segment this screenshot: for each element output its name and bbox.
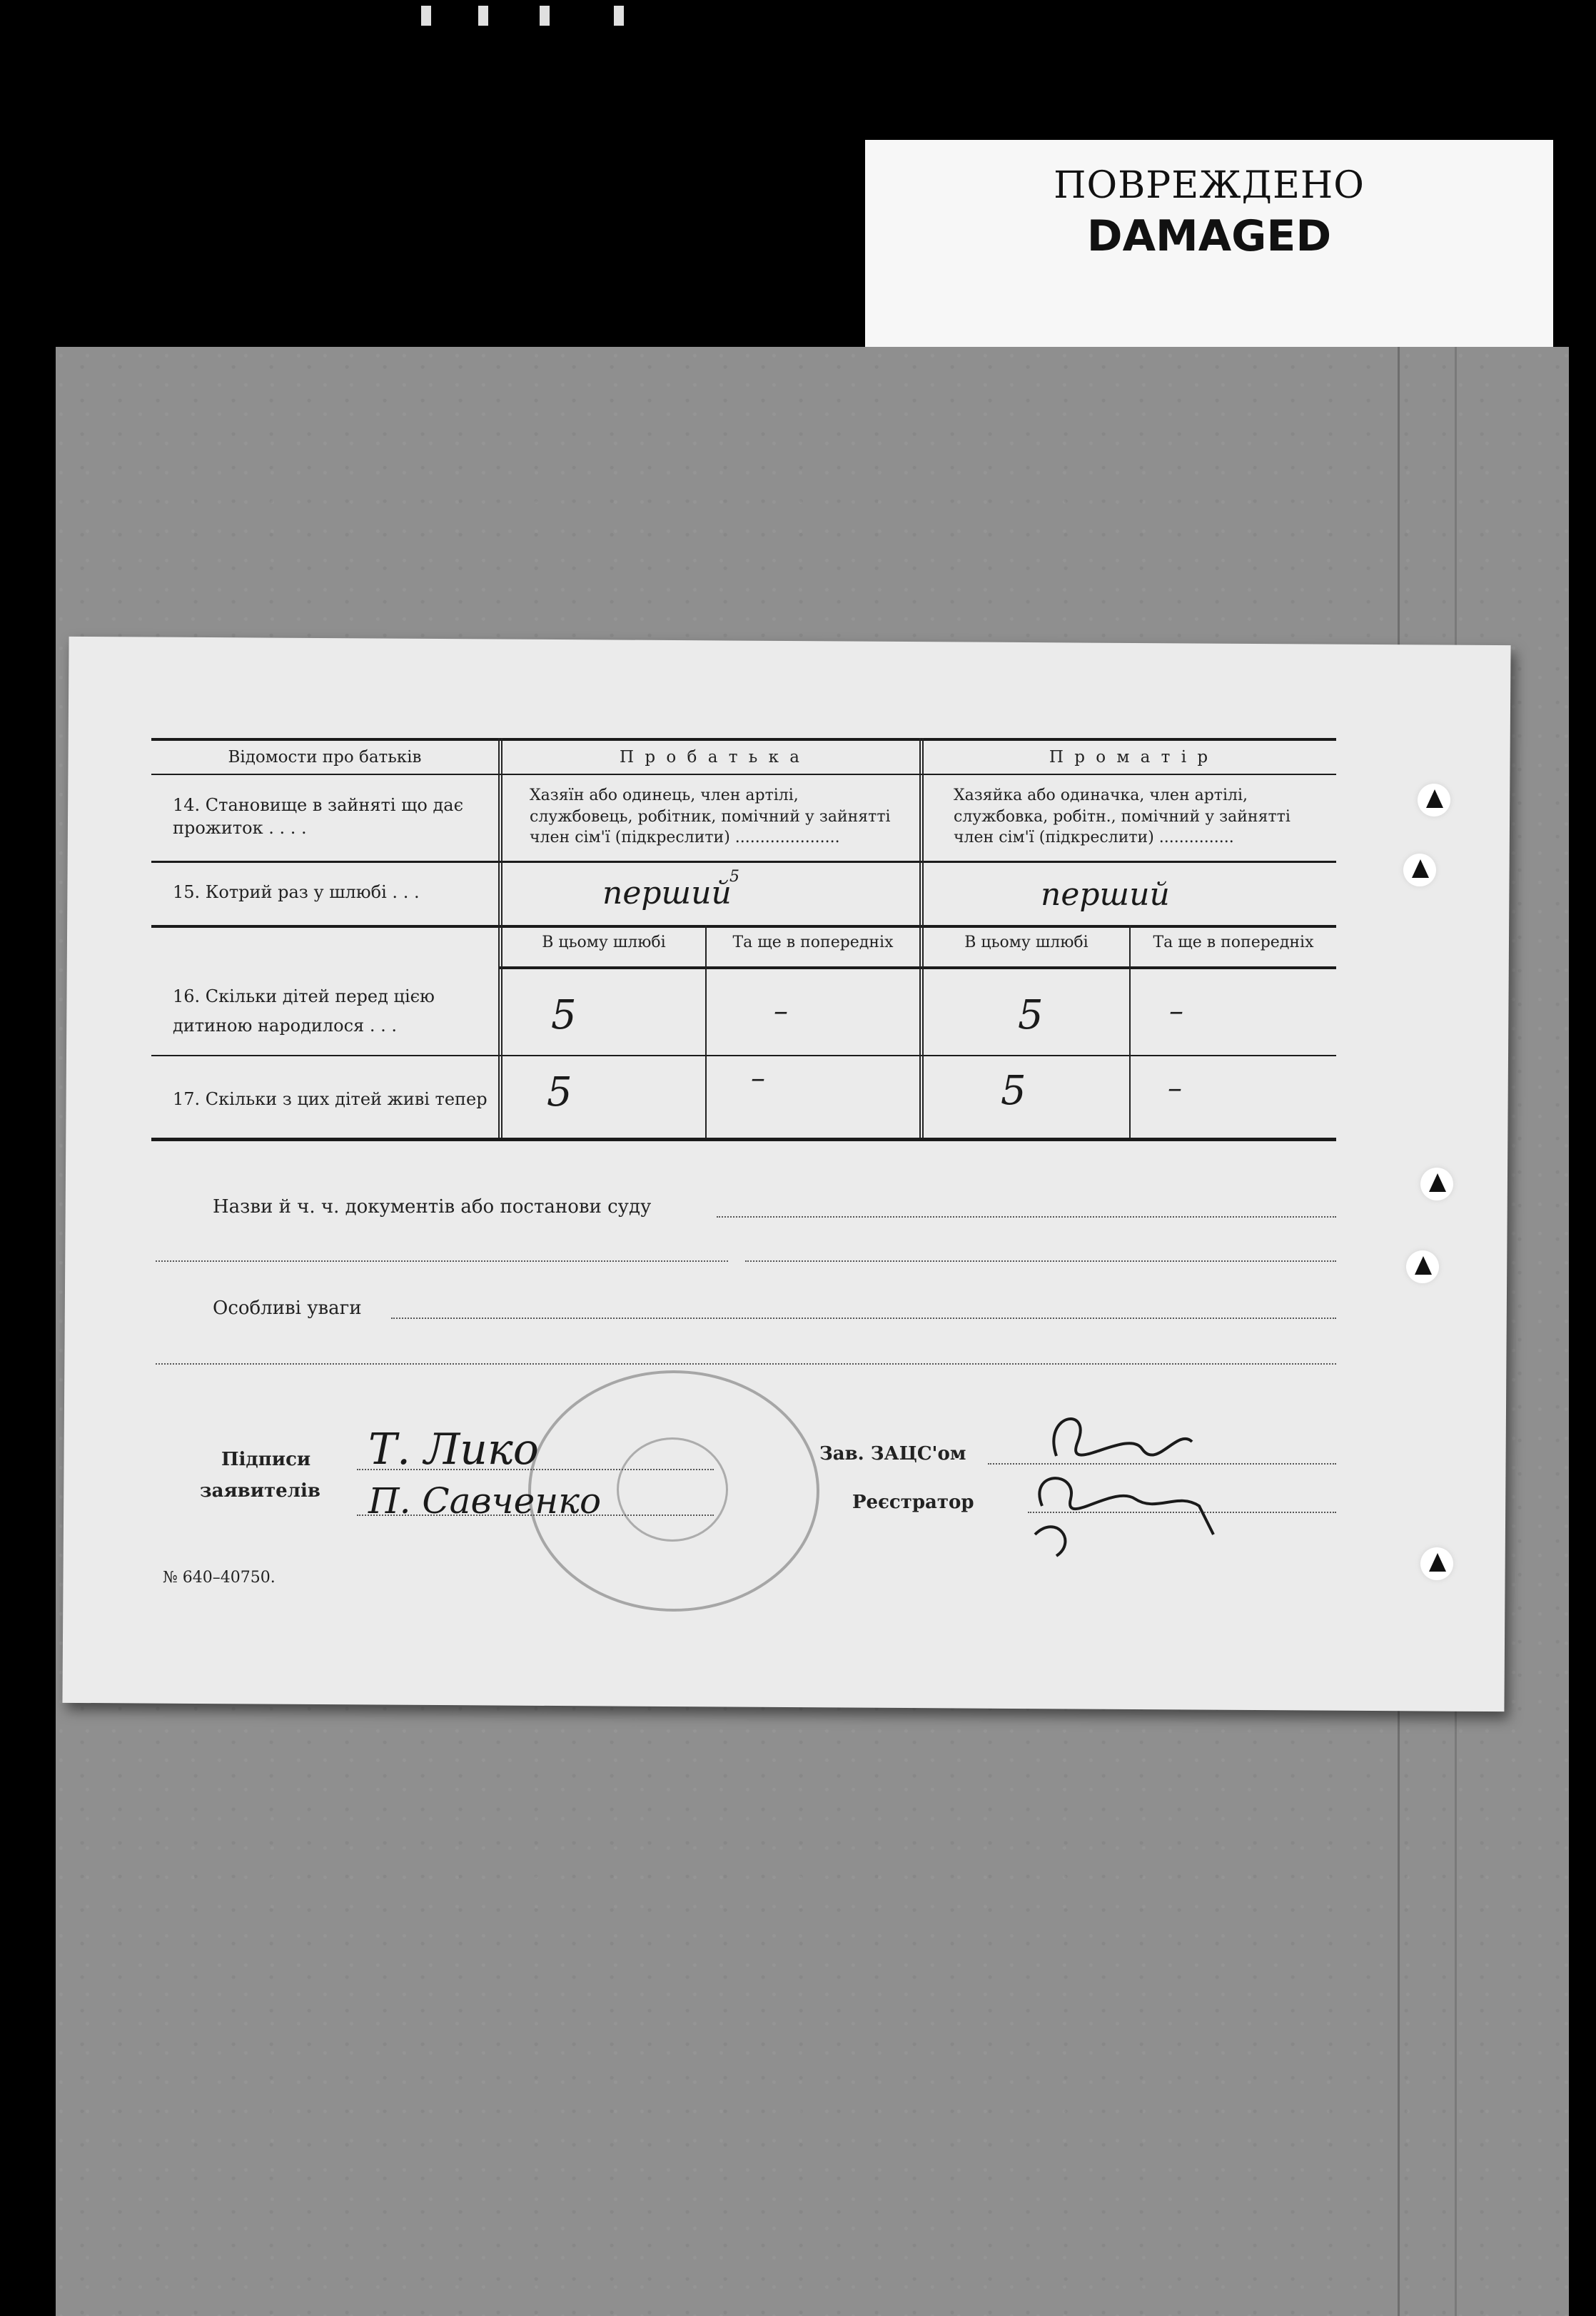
documents-line-label: Назви й ч. ч. документів або постанови суду: [213, 1196, 652, 1218]
punch-hole: [1403, 854, 1436, 886]
subheader-mother-this-marriage: В цьому шлюбі: [964, 934, 1089, 951]
punch-hole: [1406, 1250, 1439, 1283]
remarks-line-label: Особливі уваги: [213, 1298, 362, 1319]
row14-father-options: Хазяїн або одинець, член артілі, службовець, робітник, помічний у зайнятті член сім'ї (підкреслити) .....................: [530, 787, 891, 847]
dotted-line: [156, 1363, 1336, 1365]
applicant-signature-1: Т. Лико: [368, 1425, 539, 1475]
damage-label: [865, 140, 1553, 347]
dotted-line: [357, 1514, 714, 1516]
dotted-line: [357, 1469, 714, 1470]
row14-label: 14. Становище в зайняті що дає прожиток . . . .: [173, 795, 464, 839]
dotted-line: [717, 1216, 1336, 1218]
row17-father-previous: –: [751, 1062, 765, 1095]
row15-mother-handwritten: перший: [1041, 876, 1170, 913]
row17-mother-previous: –: [1168, 1072, 1182, 1105]
dotted-line: [745, 1260, 1336, 1262]
row17-mother-this: 5: [1001, 1068, 1026, 1114]
applicants-label-line-1: Підписи: [221, 1449, 311, 1470]
head-of-registry-label: Зав. ЗАЦС'ом: [819, 1443, 966, 1465]
header-about-mother: П р о м а т і р: [1049, 748, 1211, 767]
dotted-line: [391, 1318, 1336, 1319]
form-number: № 640–40750.: [163, 1569, 276, 1587]
applicant-signature-2: П. Савченко: [368, 1480, 602, 1522]
row16-label: 16. Скільки дітей перед цією дитиною народилося . . .: [173, 986, 435, 1036]
row16-mother-this: 5: [1018, 992, 1044, 1038]
row15-father-superscript: 5: [729, 868, 739, 886]
row16-father-this: 5: [551, 992, 577, 1038]
punch-hole: [1420, 1547, 1453, 1580]
punch-hole: [1420, 1168, 1453, 1200]
top-edge-marks: [400, 0, 657, 29]
registrar-label: Реєстратор: [852, 1492, 974, 1513]
header-about-father: П р о б а т ь к а: [619, 748, 802, 767]
row15-father-handwritten: перший: [602, 875, 732, 911]
punch-hole: [1418, 784, 1450, 816]
subheader-father-previous: Та ще в попередніх: [732, 934, 894, 951]
applicants-label-line-2: заявителів: [200, 1480, 320, 1502]
row16-mother-previous: –: [1169, 995, 1183, 1028]
row15-label: 15. Котрий раз у шлюбі . . .: [173, 882, 420, 902]
official-signatures: [1014, 1399, 1242, 1570]
row17-father-this: 5: [547, 1069, 572, 1116]
damage-label-english: DAMAGED: [1086, 211, 1332, 261]
damage-label-ukrainian: ПОВРЕЖДЕНО: [1054, 164, 1365, 207]
dotted-line: [156, 1260, 728, 1262]
row14-mother-options: Хазяйка або одиначка, член артілі, службовка, робітн., помічний у зайнятті член сім'ї (підкреслити) ...............: [954, 787, 1291, 847]
header-parents-info: Відомости про батьків: [228, 748, 422, 767]
row17-label: 17. Скільки з цих дітей живі тепер: [173, 1089, 488, 1109]
subheader-mother-previous: Та ще в попередніх: [1153, 934, 1314, 951]
subheader-father-this-marriage: В цьому шлюбі: [542, 934, 666, 951]
row16-father-previous: –: [774, 995, 788, 1028]
